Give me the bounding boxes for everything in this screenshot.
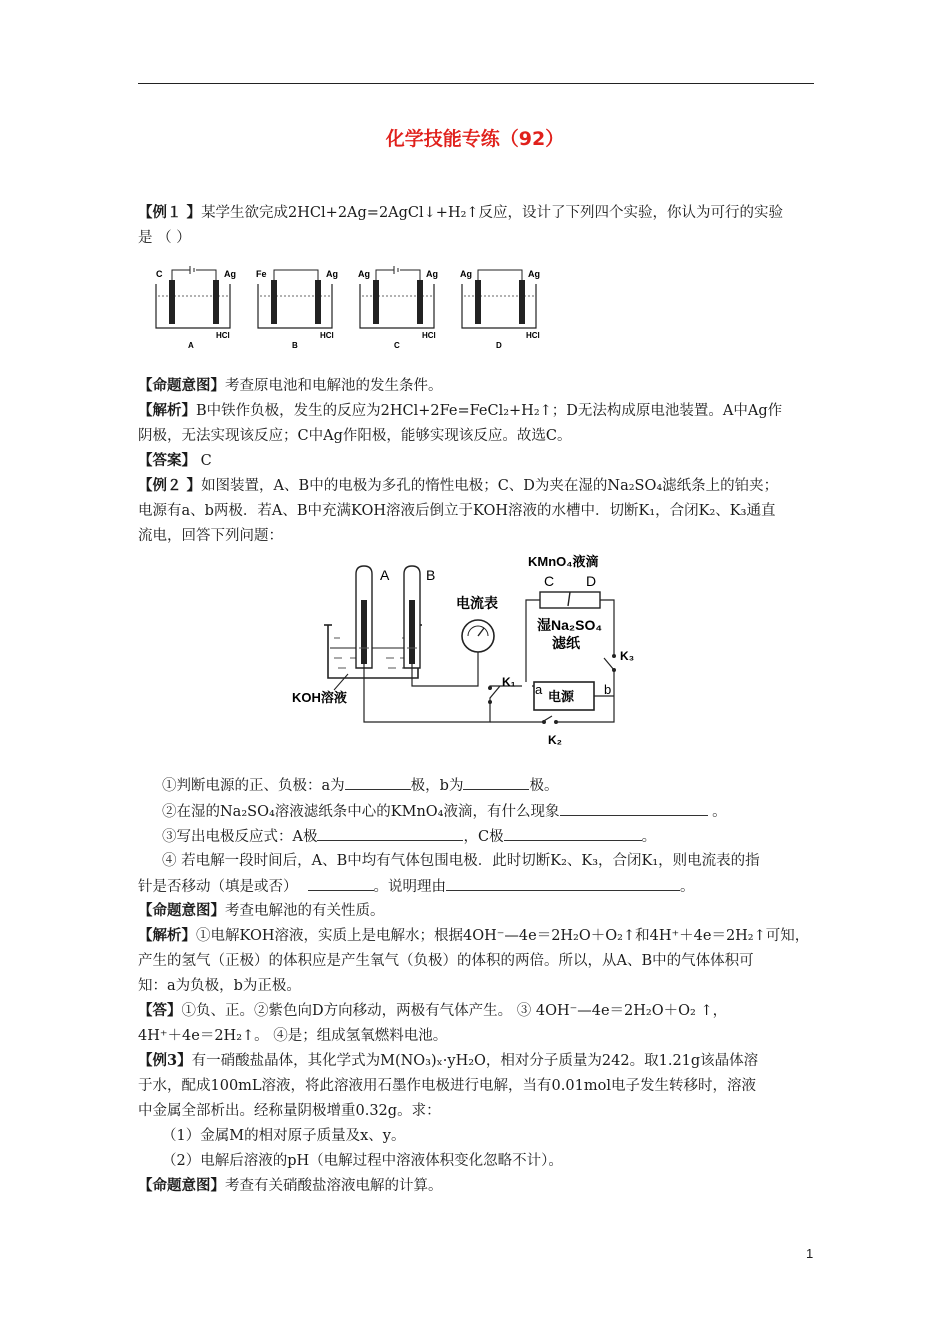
page-number: 1 [806,1246,814,1261]
svg-text:电源: 电源 [548,689,575,704]
svg-text:B: B [292,341,298,350]
svg-text:HCl: HCl [216,331,230,340]
svg-text:K₂: K₂ [548,733,562,747]
ex1-question-line2: 是 （ ） [138,230,191,246]
ex2-sub1: ①判断电源的正、负极：a为 极，b为 极。 [162,775,842,796]
svg-text:Ag: Ag [358,269,370,279]
answer-blank[interactable] [463,775,529,790]
ex2-analysis-line2: 产生的氢气（正极）的体积应是产生氧气（负极）的体积的两倍。所以，从A、B中的气体体积可 [138,953,754,969]
cell-figure-D [460,269,540,350]
ex3-part2: （2）电解后溶液的pH（电解过程中溶液体积变化忽略不计）。 [162,1153,563,1169]
ex2-answer-line2: 4H⁺＋4e＝2H₂↑。 ④是；组成氢氧燃料电池。 [138,1028,448,1044]
svg-text:滤纸: 滤纸 [552,635,580,651]
cell-figure-A [156,266,236,350]
svg-text:b: b [604,682,612,697]
header-rule [138,83,814,84]
cell-figure-C [358,266,438,350]
svg-text:Fe: Fe [256,269,267,279]
ex2-sub3: ③写出电极反应式：A极 ，C极 。 [162,826,842,847]
ex1-question-line1: 【例１ 】某学生欲完成2HCl+2Ag=2AgCl↓+H₂↑反应，设计了下列四个实验，你认为可行的实验 [138,204,784,221]
svg-text:K₃: K₃ [620,649,635,663]
ex3-intent: 【命题意图】考查有关硝酸盐溶液电解的计算。 [138,1177,443,1194]
ex1-analysis-line2: 阴极，无法实现该反应；C中Ag作阳极，能够实现该反应。故选C。 [138,428,572,444]
ex1-analysis-line1: 【解析】B中铁作负极，发生的反应为2HCl+2Fe=FeCl₂+H₂↑；D无法构成原电池装置。A中Ag作 [138,402,783,419]
ex3-question-line3: 中金属全部析出。经称量阴极增重0.32g。求： [138,1103,441,1119]
page-title: 化学技能专练（92） [385,128,565,150]
svg-text:a: a [535,682,543,697]
ex2-sub2: ②在湿的Na₂SO₄溶液滤纸条中心的KMnO₄液滴，有什么现象 。 [162,801,842,822]
ex2-intent: 【命题意图】考查电解池的有关性质。 [138,902,385,919]
ex2-answer-line1: 【答】①负、正。②紫色向D方向移动，两极有气体产生。 ③ 4OH⁻—4e＝2H₂O＋O₂ ↑， [138,1002,728,1019]
ex2-analysis-line1: 【解析】①电解KOH溶液，实质上是电解水；根据4OH⁻—4e＝2H₂O＋O₂↑和4H⁺＋4e＝2H₂↑可知， [138,927,810,944]
svg-text:C: C [544,573,555,589]
ex2-question-line2: 电源有a、b两极．若A、B中充满KOH溶液后倒立于KOH溶液的水槽中．切断K₁，合闭K₂、K₃通直 [138,503,776,519]
answer-blank[interactable] [308,876,374,891]
cell-figure-B [256,269,338,350]
ex1-cells-figure [148,262,548,354]
answer-blank[interactable] [317,826,463,841]
ex1-intent: 【命题意图】考查原电池和电解池的发生条件。 [138,377,443,394]
ex2-question-line3: 流电，回答下列问题： [138,528,283,544]
ex2-label: 【例２ 】 [138,477,202,494]
svg-text:D: D [586,573,597,589]
svg-text:Ag: Ag [224,269,236,279]
ex3-part1: （1）金属M的相对原子质量及x、y。 [162,1128,406,1144]
answer-blank[interactable] [345,775,411,790]
ex2-sub4-line1: ④ 若电解一段时间后，A、B中均有气体包围电极．此时切断K₂、K₃，合闭K₁，则电流表的指 [162,853,760,869]
svg-text:C: C [156,269,163,279]
svg-text:C: C [394,341,400,350]
answer-blank[interactable] [560,801,708,816]
svg-text:湿Na₂SO₄: 湿Na₂SO₄ [537,617,603,633]
answer-blank[interactable] [446,876,680,891]
svg-text:Ag: Ag [460,269,472,279]
ex2-analysis-line3: 知：a为负极，b为正极。 [138,978,301,994]
svg-text:K₁: K₁ [502,675,516,689]
answer-blank[interactable] [504,826,642,841]
svg-text:A: A [380,567,390,583]
ex3-question-line1: 【例3】有一硝酸盐晶体，其化学式为M(NO₃)ₓ·yH₂O，相对分子质量为242。取1.21g该晶体溶 [138,1052,759,1069]
svg-text:A: A [188,341,194,350]
ex3-question-line2: 于水，配成100mL溶液，将此溶液用石墨作电极进行电解，当有0.01mol电子发生转移时，溶液 [138,1078,756,1094]
svg-text:HCl: HCl [320,331,334,340]
ex2-question-line1: 【例２ 】如图装置，A、B中的电极为多孔的惰性电极；C、D为夹在湿的Na₂SO₄滤纸条上的铂夹； [138,477,779,494]
svg-text:KOH溶液: KOH溶液 [292,690,347,705]
ex2-apparatus-figure [290,550,640,755]
svg-text:D: D [496,341,502,350]
svg-text:B: B [426,567,436,583]
ex1-answer: 【答案】 C [138,452,212,469]
ex2-sub4-line2: 针是否移动（填是或否） 。说明理由 。 [138,876,818,897]
ex3-label: 【例3】 [138,1052,192,1069]
svg-text:KMnO₄液滴: KMnO₄液滴 [528,554,599,569]
ex1-label: 【例１ 】 [138,204,202,221]
svg-text:HCl: HCl [422,331,436,340]
svg-text:Ag: Ag [426,269,438,279]
svg-text:电流表: 电流表 [456,595,498,611]
svg-text:Ag: Ag [326,269,338,279]
svg-text:HCl: HCl [526,331,540,340]
svg-text:Ag: Ag [528,269,540,279]
